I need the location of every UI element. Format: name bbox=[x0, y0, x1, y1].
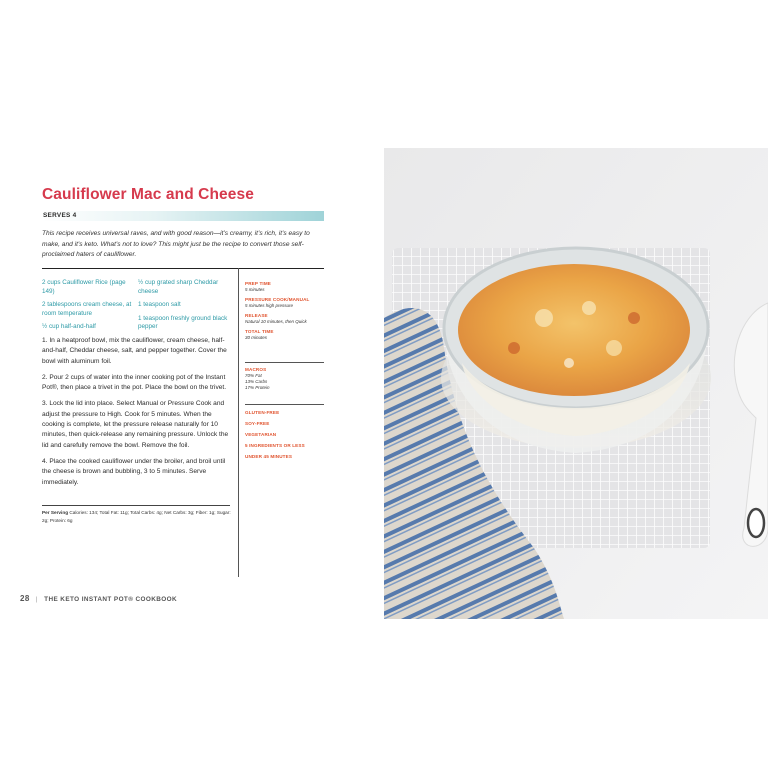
timing-panel bbox=[245, 281, 324, 345]
instruction-step: 1. In a heatproof bowl, mix the cauliflower, cream cheese, half-and-half, Cheddar cheese, salt, and pepper together. Cover the bowl with aluminum foil. bbox=[42, 337, 227, 365]
diet-tag: VEGETARIAN bbox=[245, 432, 277, 437]
side-divider bbox=[245, 362, 324, 363]
recipe-photo bbox=[384, 148, 768, 619]
macro-fat: 70% Fat bbox=[245, 373, 262, 378]
recipe-title: Cauliflower Mac and Cheese bbox=[42, 186, 254, 203]
prep-time-value: 5 minutes bbox=[245, 287, 265, 292]
recipe-intro: This recipe receives universal raves, and with good reason—it’s creamy, it’s rich, it’s easy to make, and it’s keto. What’s not to love? This might just be the recipe to convert those self-proclaimed haters of cauliflower. bbox=[42, 230, 310, 259]
photo-illustration bbox=[384, 148, 768, 619]
macros-label: MACROS bbox=[245, 367, 267, 372]
ingredient-item: 1 teaspoon salt bbox=[138, 301, 181, 309]
column-divider bbox=[238, 268, 239, 577]
ingredient-item: ½ cup half-and-half bbox=[42, 323, 96, 331]
pressure-cook-value: 5 minutes high pressure bbox=[245, 303, 294, 308]
nutrition-label: Per Serving bbox=[42, 510, 69, 515]
serves-label: SERVES 4 bbox=[43, 212, 77, 219]
instruction-step: 3. Lock the lid into place. Select Manual or Pressure Cook and adjust the pressure to High. Cook for 5 minutes. When the cooking is complete, let the pressure release naturally for 10 minutes, then quick-release any remaining pressure. Unlock the lid and carefully remove the bowl. Remove the foil. bbox=[42, 400, 229, 449]
macros-panel bbox=[245, 367, 324, 395]
page-footer bbox=[20, 594, 177, 603]
section-divider bbox=[42, 268, 324, 269]
diet-tag: 5 INGREDIENTS OR LESS bbox=[245, 443, 305, 448]
release-label: RELEASE bbox=[245, 313, 268, 318]
diet-tag: UNDER 45 MINUTES bbox=[245, 454, 293, 459]
macro-carbs: 13% Carbs bbox=[245, 379, 268, 384]
ingredient-item: 1 teaspoon freshly ground black pepper bbox=[138, 314, 228, 331]
nutrition-text: Calories: 134; Total Fat: 11g; Total Carbs: 4g; Net Carbs: 3g; Fiber: 1g; Sugar: 2g; Protein: 6g bbox=[42, 510, 231, 523]
total-time-value: 30 minutes bbox=[245, 335, 268, 340]
side-divider bbox=[245, 404, 324, 405]
nutrition-divider bbox=[42, 505, 230, 506]
instructions bbox=[42, 336, 230, 494]
diet-tag: SOY-FREE bbox=[245, 421, 270, 426]
diet-tags bbox=[245, 407, 324, 462]
book-title: THE KETO INSTANT POT® COOKBOOK bbox=[44, 596, 178, 603]
page-number: 28 bbox=[20, 594, 30, 603]
instruction-step: 2. Pour 2 cups of water into the inner cooking pot of the Instant Pot®, then place a trivet in the pot. Place the bowl on the trivet. bbox=[42, 373, 227, 392]
ingredient-item: ½ cup grated sharp Cheddar cheese bbox=[138, 279, 219, 295]
footer-separator: | bbox=[35, 596, 38, 603]
ingredients-column-2 bbox=[138, 279, 233, 337]
serves-bar bbox=[42, 211, 324, 221]
diet-tag: GLUTEN-FREE bbox=[245, 410, 280, 415]
instruction-step: 4. Place the cooked cauliflower under the broiler, and broil until the cheese is brown and bubbling, 3 to 5 minutes. Serve immediately. bbox=[42, 457, 226, 486]
prep-time-label: PREP TIME bbox=[245, 281, 272, 286]
release-value: Natural 10 minutes, then Quick bbox=[245, 319, 307, 324]
ingredients-column-1 bbox=[42, 279, 137, 337]
pressure-cook-label: PRESSURE COOK/MANUAL bbox=[245, 297, 310, 302]
ingredient-item: 2 tablespoons cream cheese, at room temperature bbox=[42, 301, 132, 317]
macro-protein: 17% Protein bbox=[245, 385, 270, 390]
ingredient-item: 2 cups Cauliflower Rice (page 149) bbox=[42, 279, 126, 295]
nutrition-info bbox=[42, 509, 232, 524]
total-time-label: TOTAL TIME bbox=[245, 329, 274, 334]
